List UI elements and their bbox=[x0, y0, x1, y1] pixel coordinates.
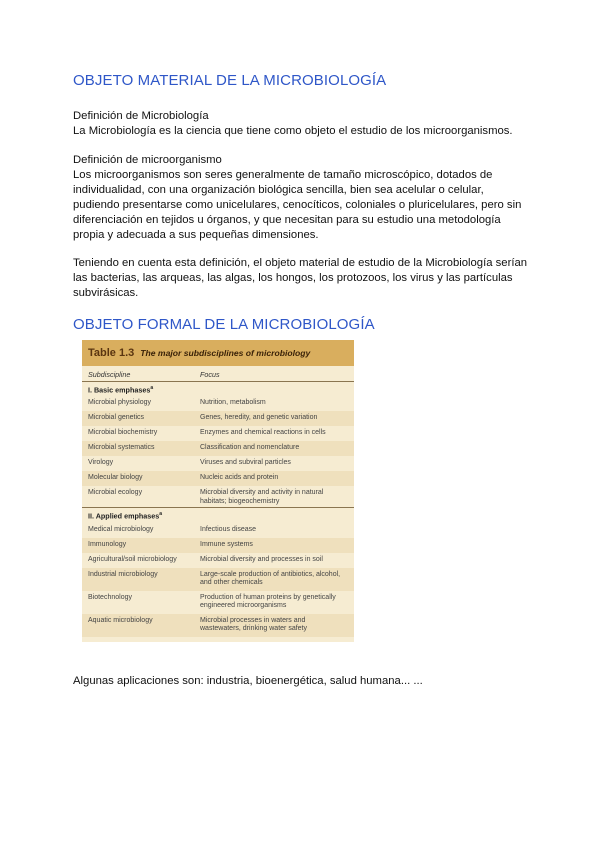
row-focus: Microbial diversity and activity in natural habitats; biogeochemistry bbox=[200, 489, 324, 505]
table-row bbox=[82, 523, 354, 538]
table-row bbox=[82, 471, 354, 486]
row-subdiscipline: Agricultural/soil microbiology bbox=[88, 555, 177, 563]
row-subdiscipline: Virology bbox=[88, 459, 114, 467]
row-subdiscipline: Microbial biochemistry bbox=[88, 429, 158, 437]
row-subdiscipline: Medical microbiology bbox=[88, 525, 154, 533]
table-title-bar bbox=[82, 340, 354, 366]
material-object-paragraph: Teniendo en cuenta esta definición, el objeto material de estudio de la Microbiología serían las bacterias, las arqueas, las algas, los hongos, los protozoos, los virus y las partículas subvirásicas. bbox=[73, 257, 528, 299]
definition-microorganism-title: Definición de microorganismo bbox=[73, 154, 222, 166]
row-focus: Nutrition, metabolism bbox=[200, 399, 266, 407]
table-row bbox=[82, 396, 354, 411]
header-focus: Focus bbox=[200, 370, 220, 379]
definition-microbiology-text: La Microbiología es la ciencia que tiene como objeto el estudio de los microorganismos. bbox=[73, 125, 513, 137]
section-basic: I. Basic emphases$^a$ bbox=[88, 385, 154, 395]
row-focus: Nucleic acids and protein bbox=[200, 474, 279, 482]
table-row bbox=[82, 538, 354, 553]
row-subdiscipline: Immunology bbox=[88, 540, 127, 548]
table-row bbox=[82, 553, 354, 568]
row-focus: Enzymes and chemical reactions in cells bbox=[200, 429, 326, 437]
table-header bbox=[82, 366, 354, 382]
row-subdiscipline: Microbial physiology bbox=[88, 399, 152, 407]
table-row bbox=[82, 486, 354, 507]
row-subdiscipline: Microbial systematics bbox=[88, 444, 155, 452]
row-subdiscipline: Biotechnology bbox=[88, 593, 132, 601]
subdisciplines-table bbox=[82, 340, 354, 642]
header-subdiscipline: Subdiscipline bbox=[88, 370, 131, 379]
table-row bbox=[82, 411, 354, 426]
row-focus: Viruses and subviral particles bbox=[200, 459, 291, 467]
table-row bbox=[82, 614, 354, 637]
row-focus: Large-scale production of antibiotics, alcohol, and other chemicals bbox=[200, 570, 341, 587]
heading-material: OBJETO MATERIAL DE LA MICROBIOLOGÍA bbox=[73, 72, 387, 89]
row-focus: Infectious disease bbox=[200, 525, 257, 533]
table-row bbox=[82, 426, 354, 441]
table-caption: The major subdisciplines of microbiology bbox=[140, 348, 311, 358]
definition-microorganism-text: Los microorganismos son seres generalmente de tamaño microscópico, dotados de individualidad, con una organización biológica sencilla, bien sea acelular o celular, pudiendo presentarse como unicelulares, cenocíticos, coloniales o pluricelulares, pero sin diferenciación en tejidos u órganos, y que necesitan para su estudio una metodología propia y adecuada a sus pequeñas dimensiones. bbox=[73, 169, 522, 241]
row-focus: Immune systems bbox=[200, 540, 253, 548]
table-row bbox=[82, 568, 354, 591]
table-row bbox=[82, 456, 354, 471]
closing-line: Algunas aplicaciones son: industria, bioenergética, salud humana... ... bbox=[73, 675, 423, 687]
heading-formal: OBJETO FORMAL DE LA MICROBIOLOGÍA bbox=[73, 316, 375, 333]
table-number: Table 1.3 bbox=[88, 347, 135, 359]
row-subdiscipline: Aquatic microbiology bbox=[88, 616, 153, 624]
table-row bbox=[82, 591, 354, 614]
row-focus: Genes, heredity, and genetic variation bbox=[200, 414, 318, 422]
row-subdiscipline: Industrial microbiology bbox=[88, 570, 158, 578]
table-row bbox=[82, 441, 354, 456]
row-focus: Classification and nomenclature bbox=[200, 444, 300, 452]
row-subdiscipline: Microbial ecology bbox=[88, 489, 143, 497]
row-focus: Microbial processes in waters and wastewaters, drinking water safety bbox=[200, 616, 307, 633]
row-focus: Microbial diversity and processes in soil bbox=[200, 555, 323, 563]
definition-microbiology-title: Definición de Microbiología bbox=[73, 110, 209, 122]
row-subdiscipline: Molecular biology bbox=[88, 474, 143, 482]
row-focus: Production of human proteins by genetically engineered microorganisms bbox=[200, 593, 336, 610]
row-subdiscipline: Microbial genetics bbox=[88, 414, 145, 422]
section-applied: II. Applied emphases$^a$ bbox=[82, 507, 354, 522]
